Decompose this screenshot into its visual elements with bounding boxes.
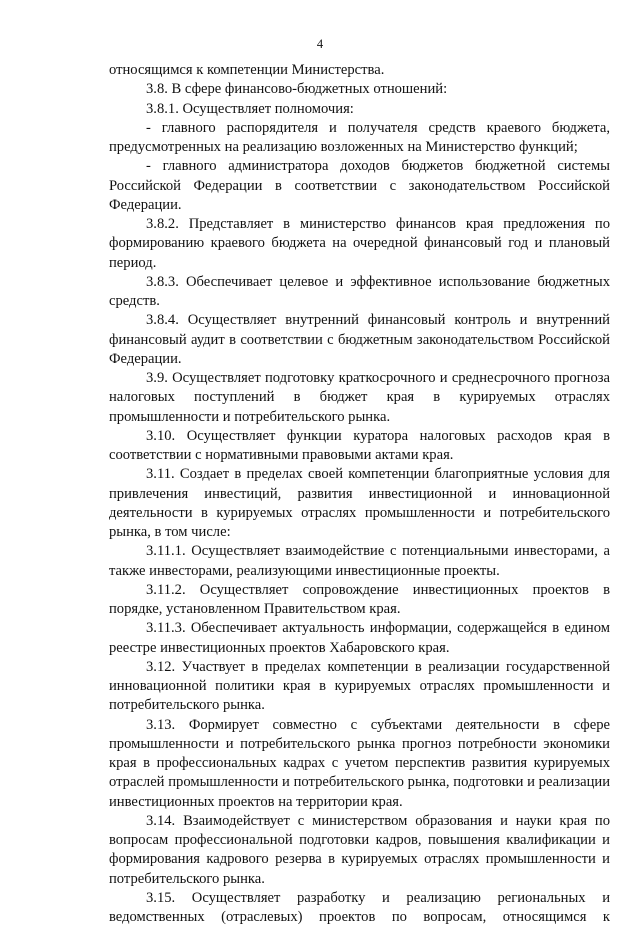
paragraph-5: 3.8.2. Представляет в министерство финансов края предложения по формированию краевого бюджета на очередной финансовый год и плановый период. [109, 216, 610, 271]
paragraph-12: 3.11.2. Осуществляет сопровождение инвестиционных проектов в порядке, установленном Правительством края. [109, 581, 610, 617]
paragraph-1: 3.8. В сфере финансово-бюджетных отношений: [146, 81, 448, 98]
document-body [109, 61, 610, 927]
paragraph-7: 3.8.4. Осуществляет внутренний финансовый контроль и внутренний финансовый аудит в соответствии с бюджетным законодательством Российской Федерации. [109, 312, 610, 367]
paragraph-13: 3.11.3. Обеспечивает актуальность информации, содержащейся в едином реестре инвестиционных проектов Хабаровского края. [109, 620, 610, 656]
paragraph-17: 3.15. Осуществляет разработку и реализацию региональных и ведомственных (отраслевых) проектов по вопросам, относящимся к [109, 889, 610, 925]
paragraph-6: 3.8.3. Обеспечивает целевое и эффективное использование бюджетных средств. [109, 273, 610, 309]
paragraph-3: - главного распорядителя и получателя средств краевого бюджета, предусмотренных на реализацию возложенных на Министерство функций; [109, 119, 610, 155]
paragraph-14: 3.12. Участвует в пределах компетенции в реализации государственной инновационной политики края в курируемых отраслях промышленности и потребительского рынка. [109, 658, 610, 714]
paragraph-15: 3.13. Формирует совместно с субъектами деятельности в сфере промышленности и потребительского рынка прогноз потребности экономики края в профессиональных кадрах с учетом перспектив развития курируемых отраслей промышленности и потребительского рынка, подготовки и реализации инвестиционных проектов на территории края. [109, 716, 610, 810]
page-number: 4 [316, 37, 324, 51]
paragraph-0: относящимся к компетенции Министерства. [109, 62, 385, 78]
paragraph-11: 3.11.1. Осуществляет взаимодействие с потенциальными инвесторами, а также инвесторами, реализующими инвестиционные проекты. [109, 543, 610, 579]
paragraph-8: 3.9. Осуществляет подготовку краткосрочного и среднесрочного прогноза налоговых поступлений в бюджет края в курируемых отраслях промышленности и потребительского рынка. [109, 370, 610, 425]
paragraph-16: 3.14. Взаимодействует с министерством образования и науки края по вопросам профессиональной подготовки кадров, повышения квалификации и формирования кадрового резерва в курируемых отраслях промышленности и потребительского рынка. [109, 812, 610, 887]
paragraph-4: - главного администратора доходов бюджетов бюджетной системы Российской Федерации в соответствии с законодательством Российской Федерации. [109, 158, 610, 213]
paragraph-9: 3.10. Осуществляет функции куратора налоговых расходов края в соответствии с нормативными правовыми актами края. [109, 427, 610, 463]
paragraph-10: 3.11. Создает в пределах своей компетенции благоприятные условия для привлечения инвестиций, развития инвестиционной и инновационной деятельности в курируемых отраслях промышленности и потребительского рынка, в том числе: [109, 466, 610, 540]
paragraph-2: 3.8.1. Осуществляет полномочия: [146, 100, 354, 117]
